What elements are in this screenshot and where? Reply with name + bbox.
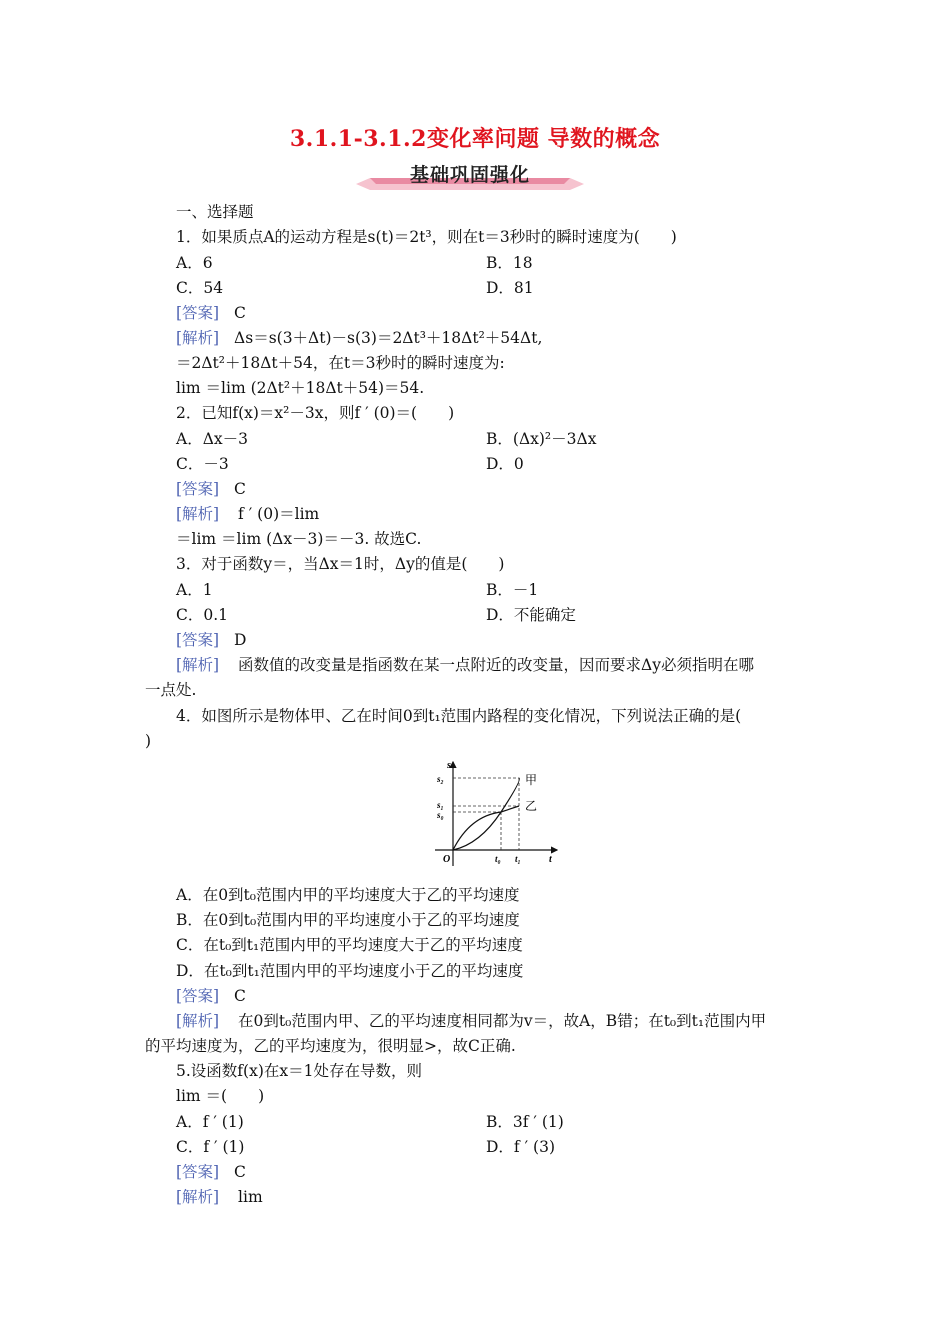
q4-analysis-1: 在0到t₀范围内甲、乙的平均速度相同都为v＝，故A，B错；在t₀到t₁范围内甲 — [238, 1012, 767, 1030]
q2-analysis-2: ＝lim ＝lim (Δx－3)＝－3. 故选C. — [176, 530, 422, 548]
q4-option-c: C．在t₀到t₁范围内甲的平均速度大于乙的平均速度 — [176, 936, 523, 954]
curve-yi — [453, 806, 519, 850]
q4-analysis-line-1 — [176, 1011, 766, 1031]
s0-label: s₀ — [437, 810, 444, 820]
q1-option-a: A．6 — [176, 254, 213, 272]
q4-analysis-2: 的平均速度为，乙的平均速度为，很明显>，故C正确. — [145, 1037, 516, 1055]
page-title: 3.1.1-3.1.2变化率问题 导数的概念 — [289, 126, 661, 152]
q3-answer: D — [234, 631, 247, 649]
q1-answer: C — [234, 304, 246, 322]
q3-stem: 3．对于函数y＝，当Δx＝1时，Δy的值是( ) — [176, 555, 505, 573]
q3-analysis-line-1 — [176, 655, 754, 675]
q4-option-d: D．在t₀到t₁范围内甲的平均速度小于乙的平均速度 — [176, 962, 524, 980]
answer-tag: [答案] — [176, 1163, 220, 1181]
answer-tag: [答案] — [176, 631, 220, 649]
t1-label: t₁ — [515, 854, 521, 864]
q5-option-c: C．f ′ (1) — [176, 1138, 245, 1156]
q1-analysis-line-1 — [176, 328, 542, 348]
yi-label: 乙 — [525, 799, 538, 813]
s2-label: s₂ — [437, 774, 444, 784]
q4-stem-1: 4．如图所示是物体甲、乙在时间0到t₁范围内路程的变化情况，下列说法正确的是( — [176, 707, 742, 725]
q2-option-a: A．Δx－3 — [176, 430, 248, 448]
x-axis-label: t — [549, 854, 552, 865]
q2-analysis-1: f ′ (0)＝lim — [238, 505, 320, 523]
jia-label: 甲 — [525, 773, 538, 787]
q1-analysis-1: Δs＝s(3＋Δt)－s(3)＝2Δt³＋18Δt²＋54Δt, — [234, 329, 543, 347]
q1-option-d: D．81 — [486, 279, 534, 297]
q3-answer-line — [176, 630, 246, 650]
answer-tag: [答案] — [176, 480, 220, 498]
q1-analysis-3: lim ＝lim (2Δt²＋18Δt＋54)＝54. — [176, 379, 425, 397]
q2-option-d: D．0 — [486, 455, 524, 473]
q1-analysis-2: ＝2Δt²＋18Δt＋54，在t＝3秒时的瞬时速度为: — [176, 354, 505, 372]
q5-option-a: A．f ′ (1) — [176, 1113, 244, 1131]
q5-analysis-1: lim — [238, 1188, 263, 1206]
t0-label: t₀ — [495, 854, 501, 864]
q2-analysis-line-1 — [176, 504, 319, 524]
analysis-tag: [解析] — [176, 329, 220, 347]
analysis-tag: [解析] — [176, 505, 220, 523]
q1-option-b: B．18 — [486, 254, 533, 272]
q1-option-c: C．54 — [176, 279, 224, 297]
q5-stem-2: lim ＝( ) — [176, 1087, 265, 1105]
s1-label: s₁ — [437, 800, 444, 810]
q5-answer: C — [234, 1163, 246, 1181]
q3-analysis-1: 函数值的改变量是指函数在某一点附近的改变量，因而要求Δy必须指明在哪 — [238, 656, 754, 674]
q3-option-c: C．0.1 — [176, 606, 229, 624]
q2-answer-line — [176, 479, 246, 499]
q5-answer-line — [176, 1162, 246, 1182]
q3-analysis-2: 一点处. — [145, 681, 197, 699]
q2-stem: 2．已知f(x)＝x²－3x，则f ′ (0)＝( ) — [176, 404, 455, 422]
section-banner — [350, 158, 590, 194]
q5-option-d: D．f ′ (3) — [486, 1138, 555, 1156]
q5-analysis-line-1 — [176, 1187, 263, 1207]
q3-option-b: B．－1 — [486, 581, 539, 599]
q3-option-a: A．1 — [176, 581, 213, 599]
answer-tag: [答案] — [176, 987, 220, 1005]
analysis-tag: [解析] — [176, 1188, 220, 1206]
q3-option-d: D．不能确定 — [486, 606, 576, 624]
q5-stem-1: 5.设函数f(x)在x＝1处存在导数，则 — [176, 1062, 422, 1080]
q2-option-b: B．(Δx)²－3Δx — [486, 430, 597, 448]
q4-option-b: B．在0到t₀范围内甲的平均速度小于乙的平均速度 — [176, 911, 520, 929]
y-axis-label: s — [447, 760, 451, 771]
curve-jia — [453, 778, 519, 850]
q4-answer-line — [176, 986, 246, 1006]
q4-stem-2: ) — [145, 732, 152, 750]
q5-option-b: B．3f ′ (1) — [486, 1113, 564, 1131]
distance-time-graph — [425, 758, 561, 870]
q4-answer: C — [234, 987, 246, 1005]
section-heading: 一、选择题 — [176, 203, 254, 221]
q4-option-a: A．在0到t₀范围内甲的平均速度大于乙的平均速度 — [176, 886, 520, 904]
origin-label: O — [443, 854, 451, 865]
answer-tag: [答案] — [176, 304, 220, 322]
q1-answer-line — [176, 303, 246, 323]
q2-answer: C — [234, 480, 246, 498]
analysis-tag: [解析] — [176, 1012, 220, 1030]
q2-option-c: C．－3 — [176, 455, 229, 473]
banner-text: 基础巩固强化 — [409, 164, 530, 186]
analysis-tag: [解析] — [176, 656, 220, 674]
q1-stem: 1．如果质点A的运动方程是s(t)＝2t³，则在t＝3秒时的瞬时速度为( ) — [176, 228, 677, 246]
q4-figure — [425, 758, 561, 870]
